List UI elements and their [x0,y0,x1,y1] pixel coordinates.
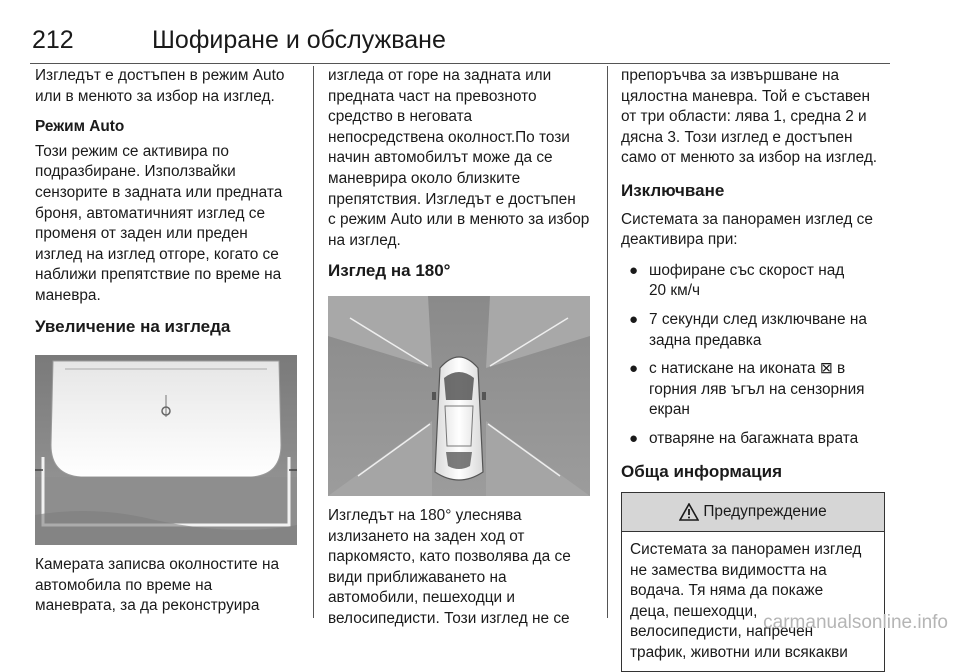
page-number: 212 [32,26,74,54]
intro-paragraph: Изгледът е достъпен в режим Auto или в менюто за избор на изглед. [35,67,285,105]
bullet-dot-icon: ● [629,429,639,447]
warning-header [622,493,884,532]
view180-paragraph: Изгледът на 180° улеснява излизането на заден ход от паркомясто, като позволява да се види приближаването на автомобили, пешеходци и велосипедисти. Този изглед не се [328,506,571,627]
header-divider [30,63,890,64]
switch-off-heading: Изключване [621,180,725,200]
zoom-view-image [35,355,297,545]
list-item: ● 7 секунди след изключване на задна предавка [629,310,867,349]
switch-off-paragraph: Системата за панорамен изглед се деактивира при: [621,210,873,249]
warning-title: Предупреждение [703,502,827,520]
bullet-dot-icon: ● [629,360,639,378]
warning-triangle-icon [679,503,699,521]
column-divider-right [607,66,608,618]
zoom-heading: Увеличение на изгледа [35,316,231,336]
column-right [621,66,889,672]
general-info-heading: Обща информация [621,461,782,481]
bullet-dot-icon: ● [629,310,639,328]
view180-image [328,296,590,496]
column-left [35,66,303,627]
view180-illustration [328,296,590,496]
bullet-dot-icon: ● [629,261,639,279]
warning-box [621,492,885,672]
warning-text: Системата за панорамен изглед не замества видимостта на водача. Тя няма да покаже деца, пешеходци, велосипедисти, напречен трафик, животни или всякакви [630,541,862,662]
column-divider-left [313,66,314,618]
continued-paragraph-right: препоръчва за извършване на цялостна маневра. Той е съставен от три области: лява 1, средна 2 и дясна 3. Този изглед е достъпен само от менюто за избор на изглед. [621,67,878,167]
auto-mode-paragraph: Този режим се активира по подразбиране. Използвайки сензорите в задната или предната броня, автоматичният изглед се променя от заден или преден изглед на изглед отгоре, когато се наближи препятствие по време на маневрa. [35,142,283,304]
zoom-view-illustration [35,355,297,545]
list-item: ● шофиране със скорост над 20 км/ч [629,261,845,300]
page-header [30,20,890,60]
view180-heading: Изглед на 180° [328,261,451,281]
page-title: Шофиране и обслужване [152,26,446,54]
watermark: carmanualsonline.info [763,612,948,633]
camera-paragraph: Камерата записва околностите на автомобила по време на маневрата, за да реконструира [35,556,280,615]
switch-off-list [621,261,889,450]
list-item: ● с натискане на иконата ⊠ в горния ляв ъгъл на сензорния екран [629,360,865,419]
auto-mode-heading: Режим Auto [35,118,125,136]
continued-paragraph: изгледа от горе на задната или предната част на превозното средство в неговата непосредствена околност.По този начин автомобилът може да се маневрира около близките препятствия. Изгледът е достъпен с режим Auto или в менюто за избор на изглед. [328,67,590,249]
column-middle [328,66,596,640]
list-item: ● отваряне на багажната врата [621,429,889,450]
